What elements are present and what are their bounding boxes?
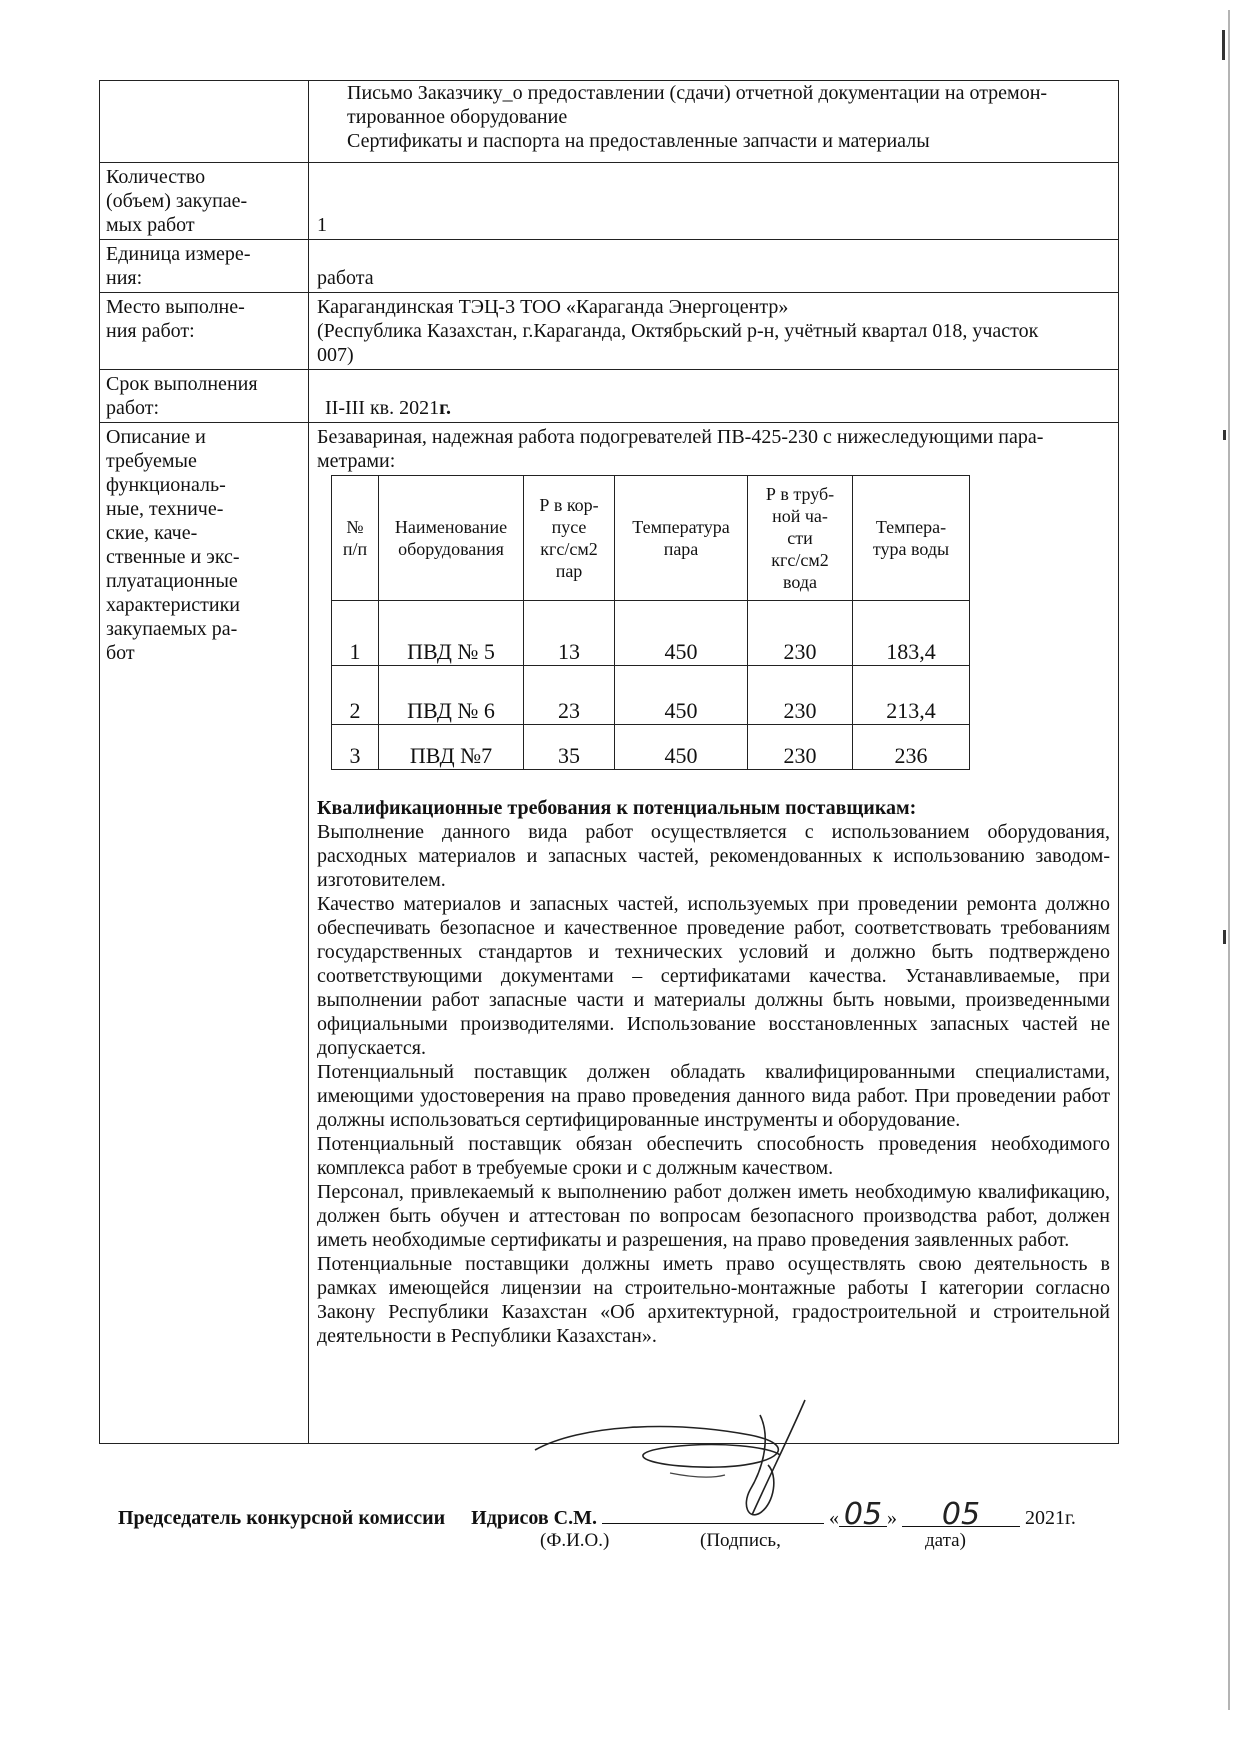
quantity-label: Количество (объем) закупае- мых работ — [100, 163, 309, 240]
header-number: № п/п — [332, 476, 379, 601]
parameters-table-wrapper — [331, 475, 1110, 770]
cell-number: 2 — [332, 666, 379, 725]
fio-caption: (Ф.И.О.) — [540, 1530, 610, 1551]
description-label: Описание и требуемые функциональ- ные, техниче- ские, каче- ственные и экс- плуатационные характеристики закупаемых ра- бот — [100, 423, 309, 1444]
cell-body-pressure: 13 — [524, 601, 615, 666]
requirements-table — [99, 80, 1119, 1444]
cell-equipment: ПВД № 5 — [379, 601, 524, 666]
term-value: II-III кв. 2021г. — [309, 370, 1119, 423]
table-row-quantity — [100, 163, 1119, 240]
cell-number: 3 — [332, 725, 379, 770]
documents-value-cell — [309, 81, 1119, 163]
scan-edge-line — [1228, 10, 1230, 1710]
cell-equipment: ПВД №7 — [379, 725, 524, 770]
scan-edge-mark — [1223, 430, 1226, 440]
cell-tube-pressure: 230 — [748, 725, 853, 770]
parameters-header-row — [332, 476, 970, 601]
documents-line-3: Сертификаты и паспорта на предоставленные запчасти и материалы — [347, 130, 930, 152]
header-equipment: Наименование оборудования — [379, 476, 524, 601]
date-quote-open: « — [828, 1507, 839, 1529]
cell-water-temp: 213,4 — [853, 666, 970, 725]
qualification-section — [317, 796, 1110, 1348]
quantity-value: 1 — [309, 163, 1119, 240]
qualification-paragraph: Качество материалов и запасных частей, используемых при проведении ремонта должно обеспечивать безопасное и качественное проведение работ, соответствовать требованиям государственных стандартов и технических условий и должно быть подтверждено соответствующими документами – сертификатами качества. Устанавливаемые, при выполнении работ запасные части и материалы должны быть новыми, произведенными официальными производителями. Использование восстановленных запасных частей не допускается. — [317, 893, 1110, 1059]
header-tube-pressure: Р в труб- ной ча- сти кгс/см2 вода — [748, 476, 853, 601]
header-body-pressure: Р в кор- пусе кгс/см2 пар — [524, 476, 615, 601]
cell-tube-pressure: 230 — [748, 666, 853, 725]
date-day: 05 — [839, 1506, 887, 1527]
qualification-paragraph: Выполнение данного вида работ осуществляется с использованием оборудования, расходных материалов и запасных частей, рекомендованных к использованию заводом-изготовителем. — [317, 821, 1110, 891]
cell-steam-temp: 450 — [615, 666, 748, 725]
signature-row — [118, 1497, 1076, 1532]
qualification-paragraph: Персонал, привлекаемый к выполнению работ должен иметь необходимую квалификацию, должен быть обучен и аттестован по вопросам безопасного производства работ, должен иметь необходимые сертификаты и разрешения, на право проведения заявленных работ. — [317, 1181, 1110, 1251]
place-label: Место выполне- ния работ: — [100, 293, 309, 370]
cell-body-pressure: 35 — [524, 725, 615, 770]
cell-equipment: ПВД № 6 — [379, 666, 524, 725]
table-row-term — [100, 370, 1119, 423]
scan-edge-mark — [1223, 930, 1226, 944]
date-caption: дата) — [925, 1530, 966, 1551]
cell-steam-temp: 450 — [615, 601, 748, 666]
documents-line-2: тированное оборудование — [347, 106, 568, 128]
chairman-name: Идрисов С.М. — [471, 1507, 597, 1529]
table-row — [332, 725, 970, 770]
date-year: 2021г. — [1024, 1507, 1076, 1529]
cell-steam-temp: 450 — [615, 725, 748, 770]
header-water-temp: Темпера- тура воды — [853, 476, 970, 601]
header-steam-temp: Температура пара — [615, 476, 748, 601]
signature-line — [602, 1503, 824, 1524]
cell-water-temp: 183,4 — [853, 601, 970, 666]
qualification-title: Квалификационные требования к потенциальным поставщикам: — [317, 797, 917, 819]
qualification-paragraph: Потенциальный поставщик обязан обеспечить способность проведения необходимого комплекса работ в требуемые сроки и с должным качеством. — [317, 1133, 1110, 1179]
term-label: Срок выполнения работ: — [100, 370, 309, 423]
signature-caption: (Подпись, — [700, 1530, 781, 1551]
table-row-place — [100, 293, 1119, 370]
cell-tube-pressure: 230 — [748, 601, 853, 666]
documents-line-1: Письмо Заказчику_о предоставлении (сдачи) отчетной документации на отремон- — [347, 82, 1048, 104]
scan-edge-mark — [1222, 30, 1225, 60]
table-row — [332, 666, 970, 725]
cell-number: 1 — [332, 601, 379, 666]
description-intro: Безавариная, надежная работа подогревателей ПВ-425-230 с нижеследующими пара- метрами: — [317, 426, 1044, 472]
date-month: 05 — [902, 1506, 1020, 1527]
documents-label-cell — [100, 81, 309, 163]
date-quote-close: » — [886, 1507, 897, 1529]
parameters-table — [331, 475, 970, 770]
qualification-paragraph: Потенциальные поставщики должны иметь право осуществлять свою деятельность в рамках имеющейся лицензии на строительно-монтажные работы I категории согласно Закону Республики Казахстан «Об архитектурной, градостроительной и строительной деятельности в Республики Казахстан». — [317, 1253, 1110, 1347]
cell-water-temp: 236 — [853, 725, 970, 770]
unit-label: Единица измере- ния: — [100, 240, 309, 293]
description-value — [309, 423, 1119, 1444]
table-row-unit — [100, 240, 1119, 293]
table-row — [332, 601, 970, 666]
cell-body-pressure: 23 — [524, 666, 615, 725]
table-row-description — [100, 423, 1119, 1444]
qualification-paragraph: Потенциальный поставщик должен обладать квалифицированными специалистами, имеющими удостоверения на право проведения данного вида работ. При проведении работ должны использоваться сертифицированные инструменты и оборудование. — [317, 1061, 1110, 1131]
unit-value: работа — [309, 240, 1119, 293]
place-value: Карагандинская ТЭЦ-3 ТОО «Караганда Энергоцентр» (Республика Казахстан, г.Караганда, Октябрьский р-н, учётный квартал 018, участок 007) — [309, 293, 1119, 370]
chairman-role: Председатель конкурсной комиссии — [118, 1507, 446, 1529]
table-row-documents — [100, 81, 1119, 163]
